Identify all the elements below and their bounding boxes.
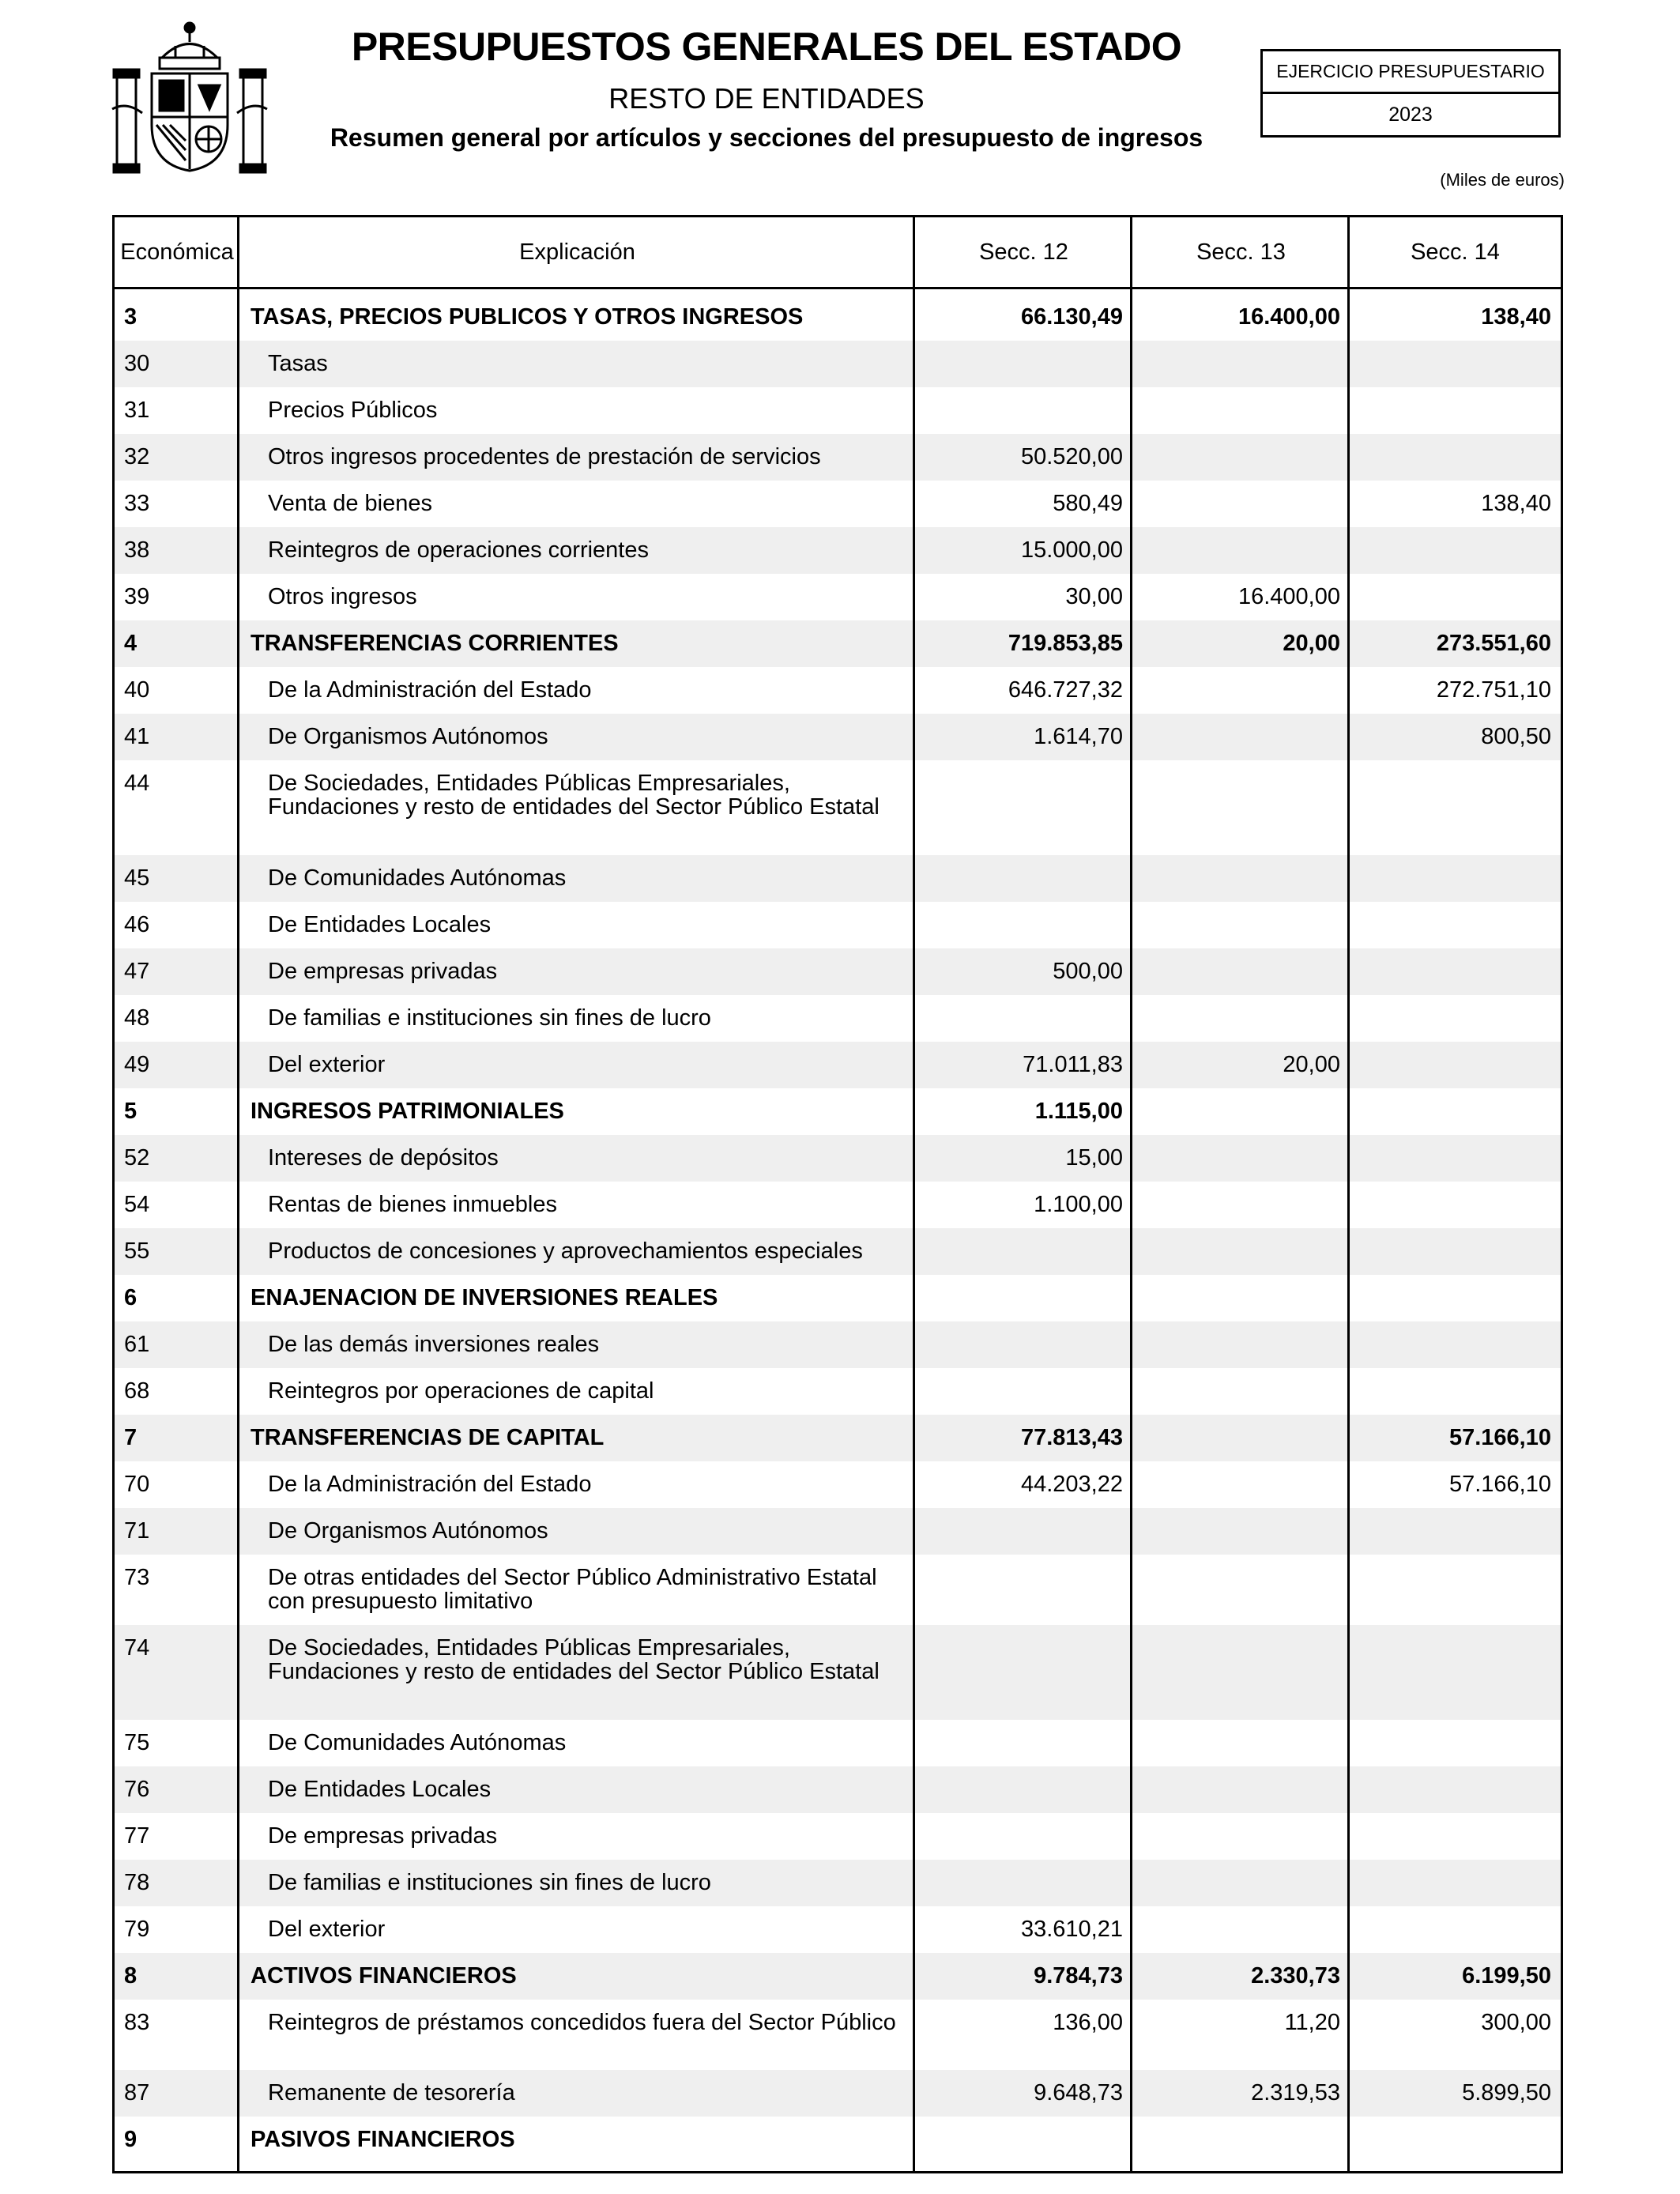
secc-12-cell [915,1766,1132,1777]
secc-13-cell: 2.319,53 [1251,2080,1340,2105]
secc-14-cell [1350,1766,1561,1777]
secc-13-cell [1132,667,1350,678]
secc-14-cell: 138,40 [1481,304,1551,330]
table-row [115,714,1561,760]
secc-13-cell [1132,1228,1350,1239]
table-row [115,2000,1561,2070]
secc-13-cell [1132,714,1350,725]
secc-14-cell [1350,1720,1561,1731]
secc-14-cell [1350,1860,1561,1871]
code-cell: 9 [124,2127,137,2152]
description-cell: TRANSFERENCIAS DE CAPITAL [250,1425,605,1450]
table-row [115,481,1561,527]
code-cell: 70 [124,1472,150,1497]
code-cell: 77 [124,1823,150,1849]
table-row [115,1860,1561,1906]
secc-14-cell [1350,1625,1561,1636]
table-row [115,2070,1561,2117]
secc-14-cell: 273.551,60 [1436,631,1551,656]
description-cell: Del exterior [268,1917,386,1942]
description-cell: TRANSFERENCIAS CORRIENTES [250,631,619,656]
revenue-table [112,215,1563,2173]
table-row [115,948,1561,995]
secc-13-cell [1132,1508,1350,1519]
code-cell: 49 [124,1052,150,1077]
description-cell: De Organismos Autónomos [268,724,548,749]
secc-12-cell [915,1860,1132,1871]
description-cell: Reintegros de préstamos concedidos fuera del Sector Público [268,2010,896,2035]
secc-13-cell [1132,948,1350,959]
secc-14-cell: 5.899,50 [1462,2080,1551,2105]
secc-12-cell: 1.614,70 [1034,724,1123,749]
secc-14-cell [1350,902,1561,913]
secc-12-cell [915,855,1132,866]
code-cell: 55 [124,1238,150,1264]
table-row [115,620,1561,667]
description-cell: De la Administración del Estado [268,677,592,703]
secc-12-cell [915,1813,1132,1824]
table-row [115,667,1561,714]
description-cell: Precios Públicos [268,398,438,423]
secc-14-cell [1350,1321,1561,1333]
table-row [115,434,1561,481]
secc-13-cell [1132,760,1350,771]
code-cell: 30 [124,351,150,376]
description-cell: De Entidades Locales [268,912,492,937]
secc-13-cell [1132,481,1350,492]
exercise-box [1260,49,1561,138]
secc-12-cell: 71.011,83 [1023,1052,1123,1077]
secc-14-cell [1350,948,1561,959]
code-cell: 39 [124,584,150,609]
code-cell: 83 [124,2010,150,2035]
secc-12-cell: 500,00 [1053,959,1123,984]
code-cell: 76 [124,1777,150,1802]
description-cell: ENAJENACION DE INVERSIONES REALES [250,1285,718,1310]
table-row [115,341,1561,387]
table-row [115,1461,1561,1508]
secc-14-cell [1350,1275,1561,1286]
secc-14-cell [1350,1555,1561,1566]
coat-of-arms-icon [111,14,269,176]
document-subtitle: RESTO DE ENTIDADES [608,82,925,115]
description-cell: De familias e instituciones sin fines de lucro [268,1870,711,1895]
code-cell: 68 [124,1378,150,1404]
code-cell: 6 [124,1285,137,1310]
description-cell: Rentas de bienes inmuebles [268,1192,557,1217]
secc-14-cell [1350,1508,1561,1519]
table-row [115,1042,1561,1088]
secc-12-cell [915,1321,1132,1333]
secc-12-cell: 9.784,73 [1034,1963,1123,1989]
secc-14-cell [1350,341,1561,352]
secc-13-cell [1132,1461,1350,1472]
code-cell: 75 [124,1730,150,1755]
description-cell: De otras entidades del Sector Público Administrativo Estatal con presupuesto limitativo [268,1565,877,1614]
secc-14-cell: 272.751,10 [1436,677,1551,703]
description-cell: De Comunidades Autónomas [268,1730,567,1755]
secc-13-cell [1132,1766,1350,1777]
column-header-secc-12: Secc. 12 [979,239,1068,265]
secc-12-cell [915,1275,1132,1286]
code-cell: 44 [124,771,150,796]
secc-12-cell: 1.115,00 [1034,1099,1123,1124]
table-row [115,995,1561,1042]
table-row [115,574,1561,620]
code-cell: 45 [124,865,150,891]
secc-13-cell [1132,387,1350,398]
description-cell: TASAS, PRECIOS PUBLICOS Y OTROS INGRESOS [250,304,804,330]
secc-12-cell: 15,00 [1065,1145,1123,1171]
secc-14-cell [1350,1135,1561,1146]
secc-12-cell [915,1625,1132,1636]
secc-14-cell [1350,387,1561,398]
secc-13-cell [1132,2117,1350,2128]
secc-14-cell [1350,574,1561,585]
secc-13-cell [1132,1088,1350,1099]
secc-13-cell: 11,20 [1284,2010,1340,2035]
secc-12-cell: 9.648,73 [1034,2080,1123,2105]
secc-14-cell: 57.166,10 [1448,1425,1551,1450]
description-cell: De la Administración del Estado [268,1472,592,1497]
secc-13-cell [1132,1275,1350,1286]
code-cell: 47 [124,959,150,984]
table-body [115,289,1561,2163]
secc-12-cell [915,995,1132,1006]
secc-13-cell [1132,341,1350,352]
secc-12-cell: 66.130,49 [1020,304,1123,330]
description-cell: Productos de concesiones y aprovechamientos especiales [268,1238,863,1264]
secc-13-cell [1132,1625,1350,1636]
description-cell: Reintegros por operaciones de capital [268,1378,654,1404]
secc-13-cell [1132,1321,1350,1333]
secc-12-cell: 136,00 [1053,2010,1123,2035]
secc-14-cell [1350,527,1561,538]
description-cell: Otros ingresos procedentes de prestación de servicios [268,444,821,469]
secc-12-cell: 33.610,21 [1020,1917,1123,1942]
table-row [115,1813,1561,1860]
table-row [115,1766,1561,1813]
secc-13-cell: 16.400,00 [1237,304,1340,330]
secc-13-cell [1132,1813,1350,1824]
description-cell: De Organismos Autónomos [268,1518,548,1544]
table-row [115,1088,1561,1135]
code-cell: 3 [124,304,137,330]
code-cell: 38 [124,537,150,563]
table-row [115,1321,1561,1368]
column-header-secc-14: Secc. 14 [1411,239,1500,265]
secc-14-cell [1350,1228,1561,1239]
description-cell: Remanente de tesorería [268,2080,515,2105]
secc-12-cell: 1.100,00 [1034,1192,1123,1217]
secc-12-cell [915,760,1132,771]
table-row [115,1906,1561,1953]
secc-12-cell: 719.853,85 [1008,631,1123,656]
table-row [115,1555,1561,1625]
description-cell: De familias e instituciones sin fines de lucro [268,1005,711,1031]
secc-12-cell [915,2117,1132,2128]
secc-12-cell [915,1228,1132,1239]
table-row [115,527,1561,574]
secc-13-cell [1132,995,1350,1006]
table-row [115,1508,1561,1555]
code-cell: 4 [124,631,137,656]
secc-12-cell [915,1720,1132,1731]
secc-14-cell [1350,1368,1561,1379]
description-cell: De empresas privadas [268,959,498,984]
code-cell: 31 [124,398,150,423]
secc-12-cell: 30,00 [1065,584,1123,609]
document-description: Resumen general por artículos y secciones del presupuesto de ingresos [330,123,1203,152]
secc-13-cell [1132,855,1350,866]
secc-14-cell [1350,1813,1561,1824]
code-cell: 40 [124,677,150,703]
description-cell: Venta de bienes [268,491,433,516]
code-cell: 41 [124,724,150,749]
secc-13-cell [1132,1860,1350,1871]
secc-12-cell [915,387,1132,398]
table-row [115,387,1561,434]
description-cell: Tasas [268,351,328,376]
secc-14-cell: 138,40 [1481,491,1551,516]
code-cell: 87 [124,2080,150,2105]
table-row [115,2117,1561,2163]
description-cell: Otros ingresos [268,584,417,609]
description-cell: De Entidades Locales [268,1777,492,1802]
secc-14-cell: 57.166,10 [1448,1472,1551,1497]
document-title: PRESUPUESTOS GENERALES DEL ESTADO [351,25,1182,69]
table-row [115,855,1561,902]
table-row [115,1182,1561,1228]
table-row [115,294,1561,341]
description-cell: De Comunidades Autónomas [268,865,567,891]
secc-13-cell: 20,00 [1283,1052,1340,1077]
table-header [115,217,1561,289]
secc-13-cell [1132,1182,1350,1193]
table-row [115,1135,1561,1182]
code-cell: 71 [124,1518,150,1544]
secc-13-cell [1132,1720,1350,1731]
secc-13-cell [1132,1135,1350,1146]
code-cell: 54 [124,1192,150,1217]
code-cell: 7 [124,1425,137,1450]
secc-12-cell [915,1555,1132,1566]
secc-12-cell: 15.000,00 [1020,537,1123,563]
description-cell: ACTIVOS FINANCIEROS [250,1963,517,1989]
column-header-economica: Económica [120,239,234,265]
exercise-year: 2023 [1388,103,1433,126]
code-cell: 46 [124,912,150,937]
code-cell: 79 [124,1917,150,1942]
code-cell: 48 [124,1005,150,1031]
secc-12-cell: 580,49 [1053,491,1123,516]
code-cell: 73 [124,1565,150,1590]
units-note: (Miles de euros) [1440,170,1565,190]
secc-14-cell [1350,1088,1561,1099]
table-row [115,1953,1561,2000]
table-row [115,1275,1561,1321]
description-cell: De Sociedades, Entidades Públicas Empresariales, Fundaciones y resto de entidades del Sector Público Estatal [268,771,880,820]
secc-13-cell [1132,1555,1350,1566]
code-cell: 78 [124,1870,150,1895]
secc-12-cell [915,1508,1132,1519]
table-row [115,1228,1561,1275]
secc-12-cell [915,1368,1132,1379]
secc-14-cell: 6.199,50 [1462,1963,1551,1989]
secc-13-cell [1132,434,1350,445]
secc-14-cell [1350,995,1561,1006]
table-row [115,1625,1561,1720]
secc-14-cell [1350,1042,1561,1053]
secc-14-cell [1350,2117,1561,2128]
code-cell: 33 [124,491,150,516]
secc-13-cell [1132,527,1350,538]
column-header-explicacion: Explicación [519,239,635,265]
secc-13-cell [1132,1415,1350,1426]
secc-12-cell: 44.203,22 [1020,1472,1123,1497]
secc-13-cell: 2.330,73 [1251,1963,1340,1989]
code-cell: 52 [124,1145,150,1171]
secc-14-cell: 800,50 [1481,724,1551,749]
description-cell: Del exterior [268,1052,386,1077]
secc-14-cell [1350,434,1561,445]
description-cell: De las demás inversiones reales [268,1332,600,1357]
secc-13-cell: 20,00 [1283,631,1340,656]
secc-12-cell [915,341,1132,352]
description-cell: INGRESOS PATRIMONIALES [250,1099,564,1124]
secc-13-cell: 16.400,00 [1237,584,1340,609]
description-cell: PASIVOS FINANCIEROS [250,2127,515,2152]
secc-14-cell [1350,760,1561,771]
code-cell: 74 [124,1635,150,1661]
description-cell: Intereses de depósitos [268,1145,499,1171]
secc-12-cell: 50.520,00 [1020,444,1123,469]
secc-13-cell [1132,1368,1350,1379]
exercise-label: EJERCICIO PRESUPUESTARIO [1263,51,1558,94]
table-row [115,1368,1561,1415]
secc-14-cell [1350,1182,1561,1193]
code-cell: 8 [124,1963,137,1989]
secc-14-cell: 300,00 [1481,2010,1551,2035]
secc-12-cell: 646.727,32 [1008,677,1123,703]
column-header-secc-13: Secc. 13 [1196,239,1286,265]
description-cell: De Sociedades, Entidades Públicas Empresariales, Fundaciones y resto de entidades del Sector Público Estatal [268,1635,880,1684]
description-cell: De empresas privadas [268,1823,498,1849]
description-cell: Reintegros de operaciones corrientes [268,537,649,563]
secc-12-cell [915,902,1132,913]
table-row [115,760,1561,855]
code-cell: 61 [124,1332,150,1357]
code-cell: 5 [124,1099,137,1124]
table-row [115,1720,1561,1766]
secc-14-cell [1350,855,1561,866]
table-row [115,902,1561,948]
table-row [115,1415,1561,1461]
code-cell: 32 [124,444,150,469]
secc-14-cell [1350,1906,1561,1917]
secc-13-cell [1132,902,1350,913]
secc-13-cell [1132,1906,1350,1917]
secc-12-cell: 77.813,43 [1020,1425,1123,1450]
